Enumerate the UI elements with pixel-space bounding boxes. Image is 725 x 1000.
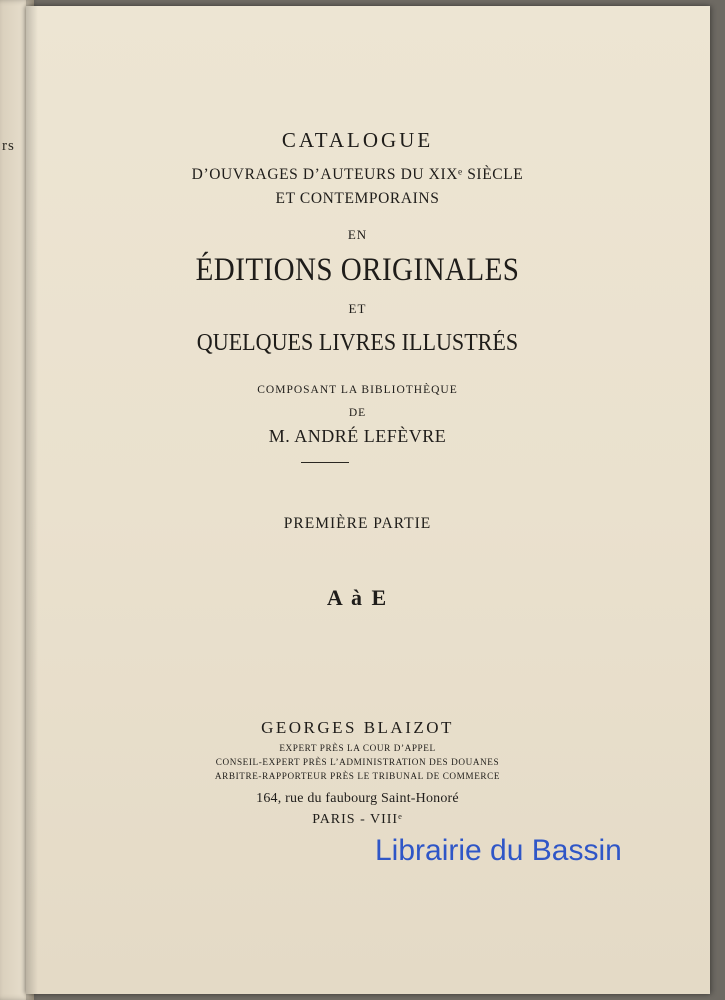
previous-page-text: rs [2, 138, 15, 154]
composant-line: COMPOSANT LA BIBLIOTHÈQUE [257, 384, 458, 396]
subtitle-line-1-end: SIÈCLE [462, 166, 524, 183]
subtitle-line-1-main: D’OUVRAGES D’AUTEURS DU XIX [191, 166, 458, 183]
publisher-city-sup: e [398, 811, 403, 821]
publisher-credential-2: CONSEIL-EXPERT PRÈS L’ADMINISTRATION DES DOUANES [215, 757, 500, 767]
connector-de: DE [348, 407, 367, 419]
subtitle-line-1 [0, 166, 720, 184]
publisher-address: 164, rue du faubourg Saint-Honoré [256, 791, 459, 806]
connector-et: ET [348, 301, 367, 316]
main-title: ÉDITIONS ORIGINALES [195, 252, 520, 288]
publisher-city-main: PARIS - VIII [312, 812, 399, 827]
divider-rule [301, 462, 349, 463]
publisher-credential-3: ARBITRE-RAPPORTEUR PRÈS LE TRIBUNAL DE COMMERCE [214, 771, 501, 781]
connector-en: EN [347, 227, 368, 242]
part-label: PREMIÈRE PARTIE [283, 515, 432, 532]
publisher-city [0, 812, 720, 828]
secondary-title: QUELQUES LIVRES ILLUSTRÉS [196, 330, 519, 356]
publisher-name: GEORGES BLAIZOT [261, 718, 454, 737]
seller-watermark: Librairie du Bassin [375, 834, 622, 867]
part-range: A à E [326, 585, 389, 610]
publisher-credential-1: EXPERT PRÈS LA COUR D’APPEL [279, 743, 436, 753]
catalogue-heading: CATALOGUE [281, 128, 434, 152]
subtitle-line-2: ET CONTEMPORAINS [275, 190, 440, 207]
owner-name: M. ANDRÉ LEFÈVRE [268, 426, 447, 446]
subtitle-line-1-sup: e [458, 167, 463, 178]
